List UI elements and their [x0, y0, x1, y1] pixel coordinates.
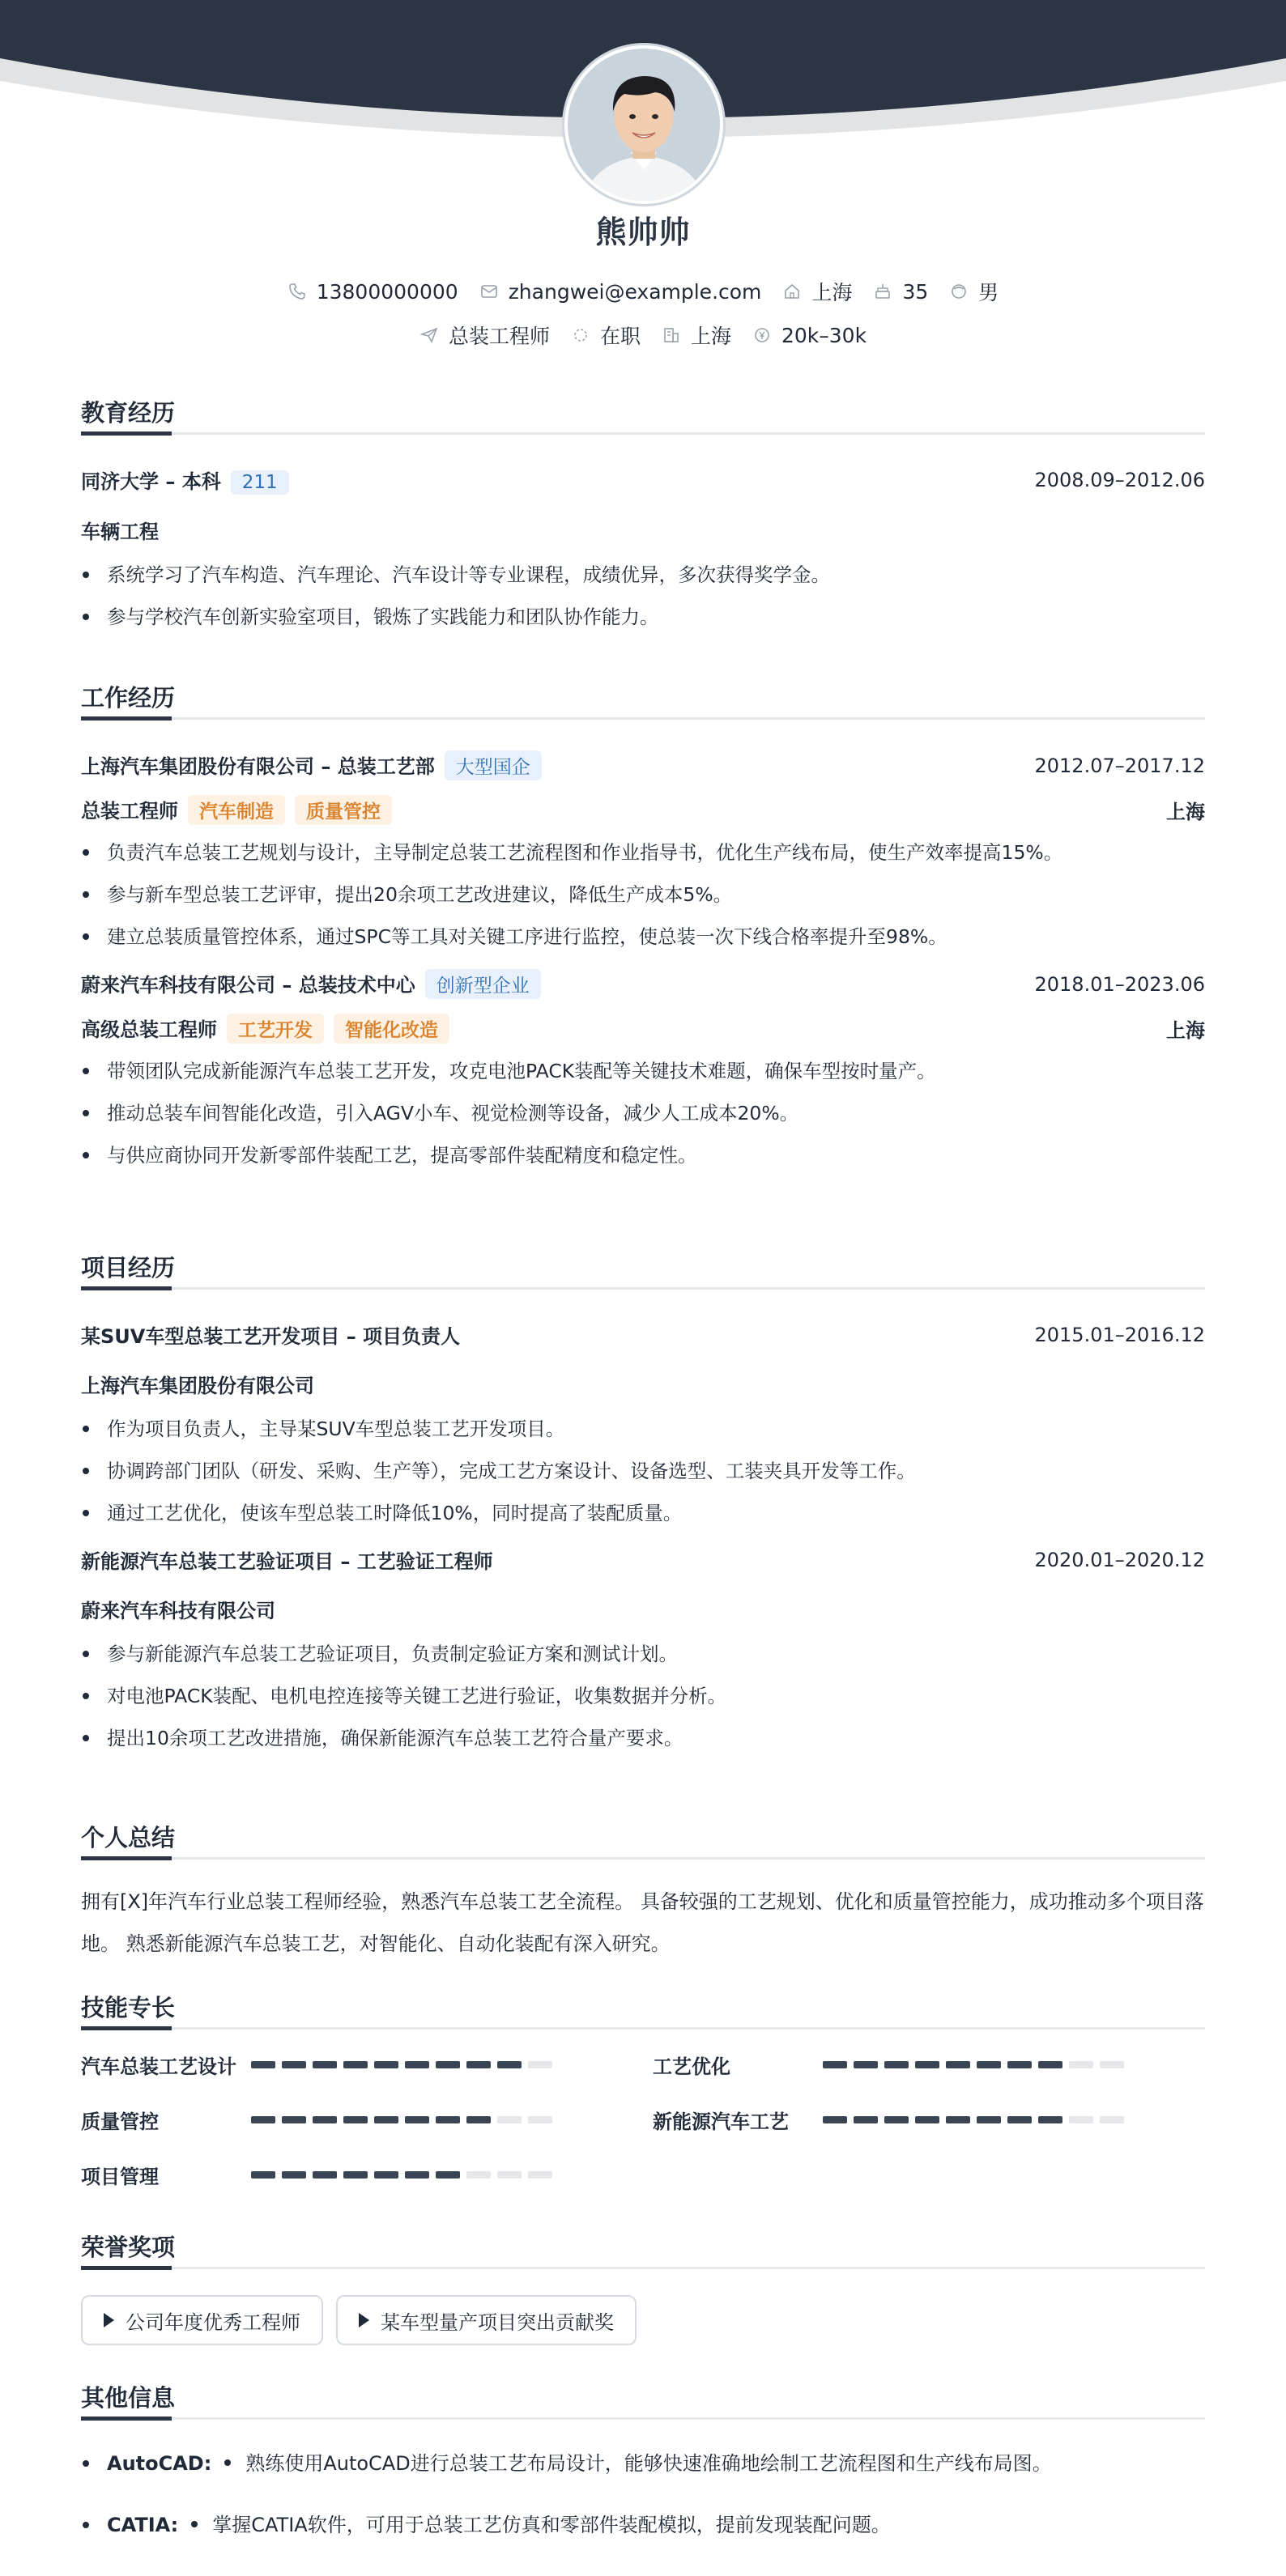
gender-info: 男: [949, 277, 999, 306]
project-org: 上海汽车集团股份有限公司: [81, 1375, 314, 1397]
skill-bar-segment: [436, 2061, 460, 2068]
skill-bar-segment: [1100, 2061, 1124, 2068]
award-item: 某车型量产项目突出贡献奖: [336, 2295, 637, 2345]
skill-item: 工艺优化: [653, 2046, 1205, 2083]
skill-bar-segment: [497, 2171, 522, 2179]
skill-tag: 汽车制造: [188, 795, 285, 825]
skill-bar-segment: [343, 2116, 368, 2123]
skill-bar-segment: [528, 2116, 552, 2123]
list-item: 协调跨部门团队（研发、采购、生产等），完成工艺方案设计、设备选型、工装夹具开发等工作。: [81, 1450, 1205, 1492]
section-divider: [81, 1287, 1205, 1290]
list-item: 建立总装质量管控体系，通过SPC等工具对关键工序进行监控，使总装一次下线合格率提升至98%。: [81, 916, 1205, 958]
skill-item: 项目管理: [81, 2156, 653, 2193]
skill-bar-segment: [1007, 2061, 1032, 2068]
skill-bar-segment: [1007, 2116, 1032, 2123]
skill-bar-segment: [313, 2116, 337, 2123]
section-title: 荣誉奖项: [81, 2234, 176, 2261]
company-tag: 创新型企业: [425, 969, 541, 999]
skill-bar-segment: [343, 2171, 368, 2179]
skill-bar-segment: [946, 2116, 970, 2123]
cake-icon: [873, 282, 892, 301]
work-period: 2018.01–2023.06: [1034, 972, 1205, 996]
skill-tag: 智能化改造: [334, 1014, 449, 1044]
skill-tag: 质量管控: [295, 795, 392, 825]
list-item: 推动总装车间智能化改造，引入AGV小车、视觉检测等设备，减少人工成本20%。: [81, 1092, 1205, 1134]
skill-tag: 工艺开发: [227, 1014, 324, 1044]
section-divider: [81, 2267, 1205, 2269]
skill-bar-segment: [884, 2061, 909, 2068]
section-divider: [81, 2417, 1205, 2420]
building-icon: [662, 325, 681, 345]
email-info: zhangwei@example.com: [479, 280, 762, 304]
skill-bar-segment: [313, 2171, 337, 2179]
work-location: 上海: [1166, 1019, 1205, 1042]
skill-bar-segment: [497, 2061, 522, 2068]
skill-level-bars: [251, 2171, 552, 2179]
skill-bar-segment: [823, 2116, 847, 2123]
skill-bar-segment: [977, 2061, 1001, 2068]
skill-bar-segment: [977, 2116, 1001, 2123]
money-icon: [752, 325, 772, 345]
phone-icon: [287, 282, 307, 301]
skills-section: [81, 1992, 1205, 2193]
project-bullets: [81, 1633, 1205, 1759]
skill-bar-segment: [915, 2061, 939, 2068]
job-title-info: 总装工程师: [419, 321, 550, 350]
skill-bar-segment: [313, 2061, 337, 2068]
company-dept: 蔚来汽车科技有限公司 – 总装技术中心: [81, 974, 415, 997]
avatar-portrait-icon: [568, 49, 720, 201]
skill-bar-segment: [405, 2061, 429, 2068]
skill-item: 质量管控: [81, 2101, 653, 2138]
skill-bar-segment: [497, 2116, 522, 2123]
skill-bar-segment: [466, 2171, 491, 2179]
work-period: 2012.07–2017.12: [1034, 754, 1205, 777]
skill-bar-segment: [854, 2061, 878, 2068]
list-item: 提出10余项工艺改进措施，确保新能源汽车总装工艺符合量产要求。: [81, 1717, 1205, 1759]
list-item: 通过工艺优化，使该车型总装工时降低10%，同时提高了装配质量。: [81, 1492, 1205, 1534]
play-icon: [104, 2313, 114, 2327]
skill-bar-segment: [343, 2061, 368, 2068]
list-item: 参与新车型总装工艺评审，提出20余项工艺改进建议，降低生产成本5%。: [81, 874, 1205, 916]
education-period: 2008.09–2012.06: [1034, 469, 1205, 491]
skill-bar-segment: [405, 2171, 429, 2179]
contact-info-row: [0, 277, 1286, 306]
skill-bar-segment: [1100, 2116, 1124, 2123]
skill-bar-segment: [282, 2116, 306, 2123]
list-item: 负责汽车总装工艺规划与设计，主导制定总装工艺流程图和作业指导书，优化生产线布局，使生产效率提高15%。: [81, 831, 1205, 874]
section-title: 教育经历: [81, 399, 176, 427]
summary-text: 拥有[X]年汽车行业总装工程师经验，熟悉汽车总装工艺全流程。 具备较强的工艺规划、优化和质量管控能力，成功推动多个项目落 地。 熟悉新能源汽车总装工艺，对智能化、自动化装配有深入研究。: [81, 1890, 1204, 1955]
section-title: 个人总结: [81, 1824, 176, 1851]
skill-bar-segment: [528, 2061, 552, 2068]
section-divider: [81, 432, 1205, 435]
list-item: 对电池PACK装配、电机电控连接等关键工艺进行验证，收集数据并分析。: [81, 1675, 1205, 1717]
school-degree: 同济大学 – 本科: [81, 470, 221, 493]
skill-item: 汽车总装工艺设计: [81, 2046, 653, 2083]
skill-bar-segment: [466, 2116, 491, 2123]
skill-bar-segment: [884, 2116, 909, 2123]
send-icon: [419, 325, 439, 345]
section-divider: [81, 2027, 1205, 2030]
section-title: 技能专长: [81, 1994, 176, 2021]
skill-bar-segment: [374, 2061, 398, 2068]
section-title: 其他信息: [81, 2384, 176, 2412]
list-item: 与供应商协同开发新零部件装配工艺，提高零部件装配精度和稳定性。: [81, 1134, 1205, 1176]
awards-section: [81, 2231, 1205, 2345]
skill-level-bars: [823, 2116, 1124, 2123]
summary-section: [81, 1821, 1205, 1965]
play-icon: [359, 2313, 369, 2327]
company-dept: 上海汽车集团股份有限公司 – 总装工艺部: [81, 755, 435, 778]
position: 高级总装工程师: [81, 1018, 217, 1041]
skill-bar-segment: [1069, 2061, 1093, 2068]
skill-bar-segment: [1069, 2116, 1093, 2123]
skill-level-bars: [823, 2061, 1124, 2068]
mail-icon: [479, 282, 499, 301]
section-title: 工作经历: [81, 684, 176, 712]
status-info: 在职: [571, 321, 641, 350]
skill-level-bars: [251, 2061, 552, 2068]
section-title: 项目经历: [81, 1254, 176, 1282]
work-city-info: 上海: [662, 321, 731, 350]
skill-bar-segment: [251, 2116, 275, 2123]
skill-bar-segment: [1038, 2061, 1062, 2068]
work-section: [81, 682, 1205, 1176]
other-item: CATIA: 掌握CATIA软件，可用于总装工艺仿真和零部件装配模拟，提前发现装配问题。: [81, 2504, 1205, 2546]
status-icon: [571, 325, 590, 345]
other-section: [81, 2382, 1205, 2546]
work-header: [81, 750, 1205, 780]
skill-item: 新能源汽车工艺: [653, 2101, 1205, 2138]
gender-icon: [949, 282, 969, 301]
skill-bar-segment: [405, 2116, 429, 2123]
projects-section: [81, 1252, 1205, 1759]
list-item: 参与学校汽车创新实验室项目，锻炼了实践能力和团队协作能力。: [81, 596, 1205, 638]
award-item: 公司年度优秀工程师: [81, 2295, 323, 2345]
skill-bar-segment: [946, 2061, 970, 2068]
list-item: 带领团队完成新能源汽车总装工艺开发，攻克电池PACK装配等关键技术难题，确保车型按时量产。: [81, 1050, 1205, 1092]
work-bullets: [81, 831, 1205, 958]
skills-grid: [81, 2046, 1205, 2193]
work-header: [81, 969, 1205, 999]
skill-level-bars: [251, 2116, 552, 2123]
work-bullets: [81, 1050, 1205, 1176]
phone-info: 13800000000: [287, 280, 458, 304]
position: 总装工程师: [81, 800, 178, 823]
salary-info: 20k–30k: [752, 324, 867, 347]
education-bullets: [81, 554, 1205, 638]
home-icon: [782, 282, 802, 301]
skill-bar-segment: [436, 2116, 460, 2123]
list-item: 参与新能源汽车总装工艺验证项目，负责制定验证方案和测试计划。: [81, 1633, 1205, 1675]
section-divider: [81, 1857, 1205, 1860]
awards-list: [81, 2295, 1205, 2345]
skill-bar-segment: [436, 2171, 460, 2179]
skill-bar-segment: [374, 2171, 398, 2179]
project-title: 某SUV车型总装工艺开发项目 – 项目负责人: [81, 1325, 461, 1348]
project-bullets: [81, 1408, 1205, 1534]
skill-bar-segment: [854, 2116, 878, 2123]
skill-bar-segment: [282, 2171, 306, 2179]
position-row: [81, 795, 1205, 825]
work-location: 上海: [1166, 801, 1205, 823]
city-info: 上海: [782, 277, 852, 306]
project-org: 蔚来汽车科技有限公司: [81, 1600, 275, 1622]
skill-bar-segment: [466, 2061, 491, 2068]
list-item: 作为项目负责人，主导某SUV车型总装工艺开发项目。: [81, 1408, 1205, 1450]
other-item: AutoCAD: 熟练使用AutoCAD进行总装工艺布局设计，能够快速准确地绘制工艺流程图和生产线布局图。: [81, 2442, 1205, 2485]
project-period: 2020.01–2020.12: [1034, 1548, 1205, 1571]
skill-bar-segment: [915, 2116, 939, 2123]
skill-bar-segment: [282, 2061, 306, 2068]
project-header: [81, 1545, 1205, 1574]
skill-bar-segment: [251, 2171, 275, 2179]
list-item: 系统学习了汽车构造、汽车理论、汽车设计等专业课程，成绩优异，多次获得奖学金。: [81, 554, 1205, 596]
skill-bar-segment: [823, 2061, 847, 2068]
project-title: 新能源汽车总装工艺验证项目 – 工艺验证工程师: [81, 1550, 493, 1573]
age-info: 35: [873, 280, 928, 304]
company-tag: 大型国企: [445, 750, 542, 780]
candidate-name: 熊帅帅: [595, 215, 691, 250]
project-header: [81, 1320, 1205, 1349]
job-info-row: [0, 321, 1286, 350]
major: 车辆工程: [81, 521, 159, 543]
skill-bar-segment: [528, 2171, 552, 2179]
avatar: [564, 45, 723, 204]
school-tag: 211: [231, 470, 289, 495]
skill-bar-segment: [1038, 2116, 1062, 2123]
education-section: [81, 397, 1205, 638]
education-header: [81, 465, 1205, 495]
section-divider: [81, 717, 1205, 720]
skill-bar-segment: [251, 2061, 275, 2068]
position-row: [81, 1014, 1205, 1044]
project-period: 2015.01–2016.12: [1034, 1323, 1205, 1346]
skill-bar-segment: [374, 2116, 398, 2123]
